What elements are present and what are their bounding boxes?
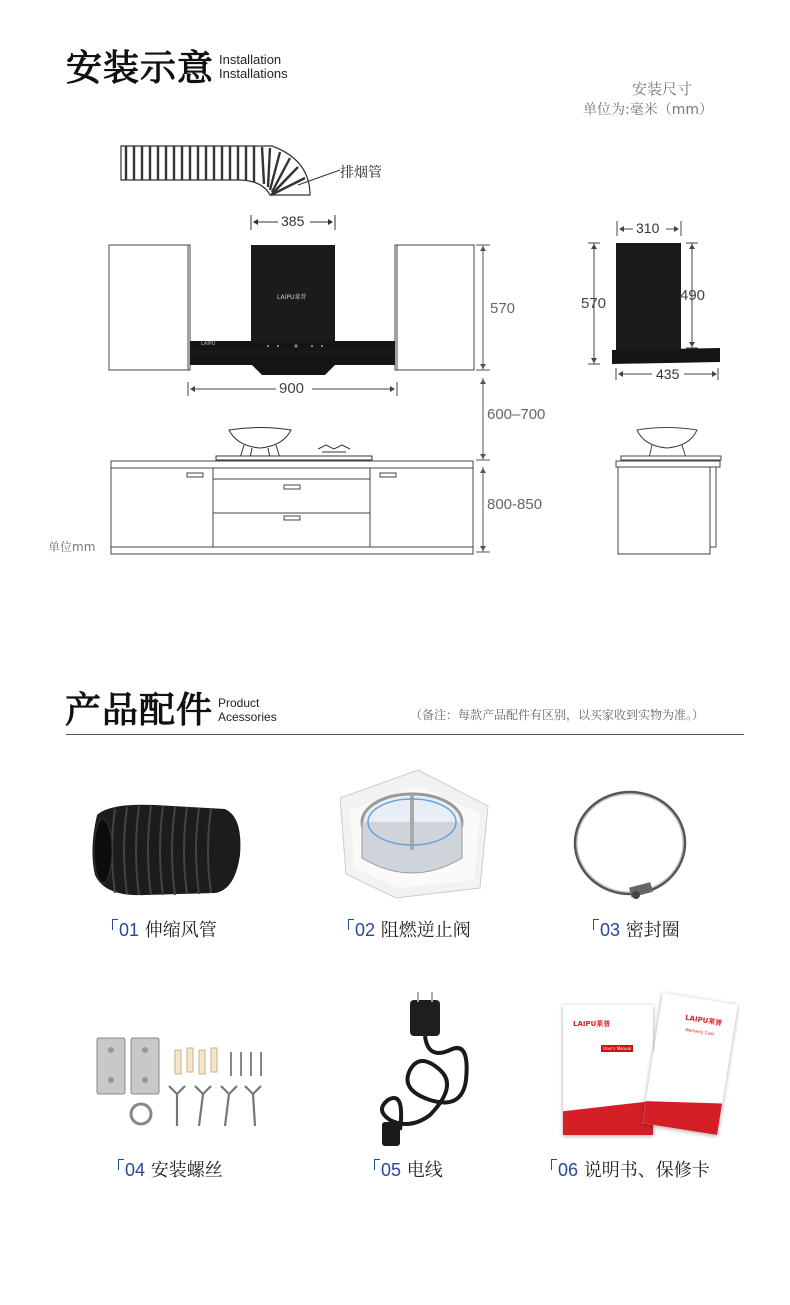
accessory-num: 06 xyxy=(558,1160,579,1180)
accessory-item-6 xyxy=(551,1156,710,1182)
install-subtitle-line2: Installations xyxy=(219,66,288,81)
bracket-mark xyxy=(374,1159,380,1170)
dim-side-inner: 490 xyxy=(680,287,706,304)
front-view-diagram xyxy=(0,0,790,600)
accessory-num: 03 xyxy=(600,920,621,940)
accessories-note: （备注：每款产品配件有区别，以买家收到实物为准。） xyxy=(410,708,705,722)
accessory-label: 电线 xyxy=(406,1160,443,1181)
dim-side-width: 435 xyxy=(656,366,680,382)
dim-cabinet: 800-850 xyxy=(487,496,543,513)
accessory-num: 04 xyxy=(125,1160,146,1180)
bracket-mark xyxy=(593,919,599,930)
accessory-label: 说明书、保修卡 xyxy=(583,1160,710,1181)
accessory-num: 01 xyxy=(119,920,140,940)
accessory-num: 05 xyxy=(381,1160,402,1180)
warranty-card-image xyxy=(642,993,738,1135)
flexible-duct-image xyxy=(85,795,245,905)
user-manual-image xyxy=(563,1005,653,1135)
duct-drawing xyxy=(121,146,340,195)
install-subtitle-line1: Installation xyxy=(219,52,282,67)
unit-note: 单位为:毫米（mm） xyxy=(583,102,713,118)
screws-image xyxy=(95,1030,275,1130)
dim-front-height: 570 xyxy=(490,300,516,317)
check-valve-image xyxy=(340,770,490,900)
bracket-mark xyxy=(348,919,354,930)
manual-brand: LAIPU莱普 xyxy=(573,1020,611,1028)
accessory-item-1 xyxy=(112,916,217,942)
dim-front-width: 900 xyxy=(279,380,305,397)
accessory-label: 伸缩风管 xyxy=(144,920,217,941)
dim-gap: 600–700 xyxy=(487,406,546,423)
warranty-red-band xyxy=(642,1092,722,1135)
warranty-title: Warranty Card xyxy=(684,1026,715,1037)
accessory-num: 02 xyxy=(355,920,376,940)
accessory-item-5 xyxy=(374,1156,443,1182)
accessories-subtitle-line1: Product xyxy=(218,696,260,710)
seal-ring-image xyxy=(570,785,695,910)
accessory-item-2 xyxy=(348,916,471,942)
power-cord-image xyxy=(370,990,480,1150)
accessories-subtitle-line2: Acessories xyxy=(218,710,277,724)
bracket-mark xyxy=(551,1159,557,1170)
accessory-label: 密封圈 xyxy=(625,920,680,941)
accessory-item-4 xyxy=(118,1156,223,1182)
unit-left: 单位mm xyxy=(48,540,96,554)
duct-label: 排烟管 xyxy=(340,165,382,181)
dim-front-top: 385 xyxy=(281,213,305,229)
bracket-mark xyxy=(118,1159,124,1170)
hood-brand: LAIPU xyxy=(201,341,216,347)
install-title: 安装示意 xyxy=(66,48,215,89)
dim-side-height: 570 xyxy=(581,295,607,312)
warranty-brand: LAIPU莱普 xyxy=(684,1013,723,1028)
dim-side-top: 310 xyxy=(636,220,660,236)
manual-title: User's Manual xyxy=(603,1046,632,1051)
bracket-mark xyxy=(112,919,118,930)
accessory-label: 阻燃逆止阀 xyxy=(380,920,471,941)
manual-red-band xyxy=(563,1101,653,1135)
accessory-label: 安装螺丝 xyxy=(150,1160,223,1181)
accessory-item-3 xyxy=(593,916,680,942)
dim-title: 安装尺寸 xyxy=(632,80,693,98)
chimney-brand: LAIPU莱普 xyxy=(277,294,307,301)
accessories-subtitle xyxy=(218,696,277,724)
accessories-title: 产品配件 xyxy=(65,690,214,731)
section-divider xyxy=(66,734,744,735)
